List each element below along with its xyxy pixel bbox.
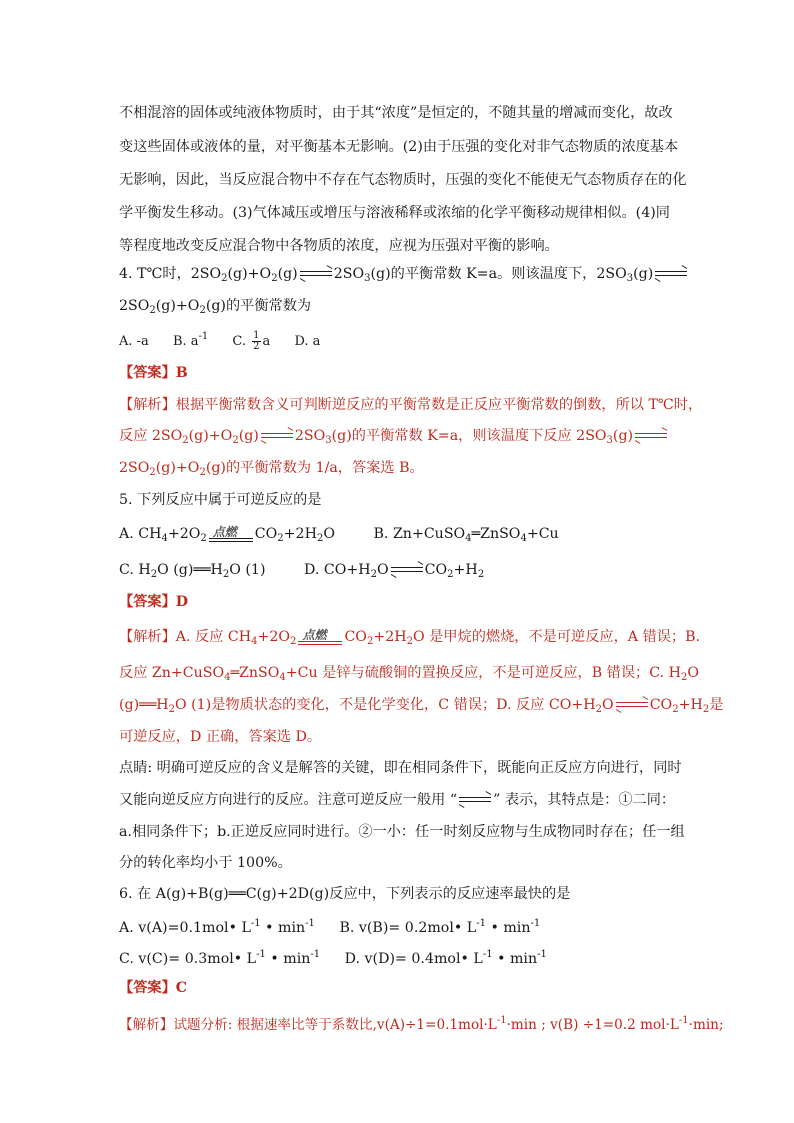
equilibrium-arrow-icon [655, 269, 687, 279]
q6-options-row2 [119, 945, 547, 969]
ignite-condition-icon: 点燃 [209, 524, 253, 544]
equilibrium-arrow-icon [616, 700, 648, 710]
q6-option-c: C. v(C)= 0.3mol• $L^{-1}$ • $\min^{-1}$ [119, 949, 321, 967]
q4-explanation: 反应 $2SO_2(g)+O_2(g)$ $2SO_3(g)$的平衡常数 K=a，则该温度下反应 $2SO_3(g)$ [119, 426, 669, 451]
q5-explanation: 【解析】A. 反应 $CH_4+2O_2$ 点燃 $CO_2+2H_2O$ 是甲烷的燃烧，不是可逆反应，A 错误；B. [119, 628, 701, 647]
q5-tip: 点睛: 明确可逆反应的含义是解答的关键，即在相同条件下，既能向正反应方向进行，同时 [119, 760, 682, 776]
equilibrium-arrow-icon [635, 431, 667, 441]
q5-explanation: $(g)══H_2O$ (1)是物质状态的变化，不是化学变化，C 错误；D. 反应 $CO+H_2O$ $CO_2+H_2$是 [119, 697, 724, 715]
q6-stem: 6. 在 A(g)+B(g)══C(g)+2D(g)反应中，下列表示的反应速率最快的是 [119, 886, 571, 902]
q5-option-d: D. $CO+H_2O$ $CO_2+H_2$ [304, 562, 485, 580]
q4-option-b: B. $a^{-1}$ [172, 331, 209, 349]
q4-options [119, 327, 320, 352]
q5-stem: 5. 下列反应中属于可逆反应的是 [119, 492, 322, 508]
q5-option-c: C. $H_2O$ $(g)══H_2O$ (1) [119, 562, 266, 580]
q5-option-a: A. $CH_4+2O_2$ 点燃 $CO_2+2H_2O$ [119, 525, 335, 544]
q6-option-d: D. v(D)= 0.4mol• $L^{-1}$ • $\min^{-1}$ [344, 949, 547, 967]
paragraph-line: 无影响，因此，当反应混合物中不存在气态物质时，压强的变化不能使无气态物质存在的化 [119, 172, 687, 188]
q4-stem-continued: $2SO_2(g)+O_2(g)$的平衡常数为 [119, 298, 312, 316]
q6-option-b: B. v(B)= 0.2mol• $L^{-1}$ • $\min^{-1}$ [339, 918, 541, 936]
q5-tip: a.相同条件下；b.正逆反应同时进行。②一小：任一时刻反应物与生成物同时存在；任一组 [119, 824, 685, 840]
equilibrium-arrow-icon [459, 795, 491, 805]
q4-option-d: D. a [294, 334, 321, 349]
equilibrium-arrow-icon [261, 431, 293, 441]
q5-tip: 分的转化率均小于 100%。 [119, 855, 292, 871]
equilibrium-arrow-icon [300, 269, 332, 279]
q4-option-a: A. -a [119, 334, 149, 349]
q5-options-row1 [119, 524, 559, 549]
q4-answer: 【答案】B [119, 365, 188, 381]
q4-explanation: $2SO_2(g)+O_2(g)$的平衡常数为 1/a，答案选 B。 [119, 460, 424, 478]
q5-option-b: B. Zn+CuSO$_4$═ZnSO$_4$+Cu [373, 526, 559, 544]
paragraph-line: 变这些固体或液体的量，对平衡基本无影响。(2)由于压强的变化对非气态物质的浓度基本 [119, 139, 679, 155]
q5-options-row2 [119, 560, 484, 585]
q4-explanation: 【解析】根据平衡常数含义可判断逆反应的平衡常数是正反应平衡常数的倒数，所以 T℃时， [119, 397, 703, 413]
q5-explanation: 可逆反应，D 正确，答案选 D。 [119, 729, 322, 745]
q4-stem: 4. T℃时，$2SO_2(g)+O_2(g)$ $2SO_3(g)$的平衡常数 K=a。则该温度下，$2SO_3(g)$ [119, 264, 689, 289]
paragraph-line: 等程度地改变反应混合物中各物质的浓度，应视为压强对平衡的影响。 [119, 238, 559, 254]
q6-options-row1 [119, 914, 540, 938]
q6-option-a: A. v(A)=0.1mol• $L^{-1}$ • $\min^{-1}$ [119, 918, 315, 936]
q5-answer: 【答案】D [119, 594, 189, 610]
q4-option-c: C. $\frac{1}{2}$ a [232, 330, 271, 352]
q6-answer: 【答案】C [119, 980, 188, 996]
q6-explanation: 【解析】试题分析: 根据速率比等于系数比$,v(A)\div 1=0.1mol\cdot L^{-1}\cdot\min$ ; v(B) ÷1=0.2 $mol\cdot L^{-1}\cdot\min$; [119, 1015, 724, 1033]
equilibrium-arrow-icon [391, 565, 423, 575]
fraction: $\frac{1}{2}$ [253, 330, 260, 352]
q5-tip: 又能向逆反应方向进行的反应。注意可逆反应一般用 “ ” 表示，其特点是：①二同： [119, 792, 676, 808]
paragraph-line: 学平衡发生移动。(3)气体减压或增压与溶液稀释或浓缩的化学平衡移动规律相似。(4)同 [119, 205, 670, 221]
q5-explanation: 反应 Zn+CuSO$_4$═ZnSO$_4$+Cu 是锌与硫酸铜的置换反应，不是可逆反应，B 错误；C. $H_2O$ [119, 665, 699, 683]
paragraph-line: 不相混溶的固体或纯液体物质时，由于其“浓度”是恒定的，不随其量的增减而变化，故改 [119, 105, 673, 121]
ignite-condition-icon: 点燃 [298, 627, 342, 647]
